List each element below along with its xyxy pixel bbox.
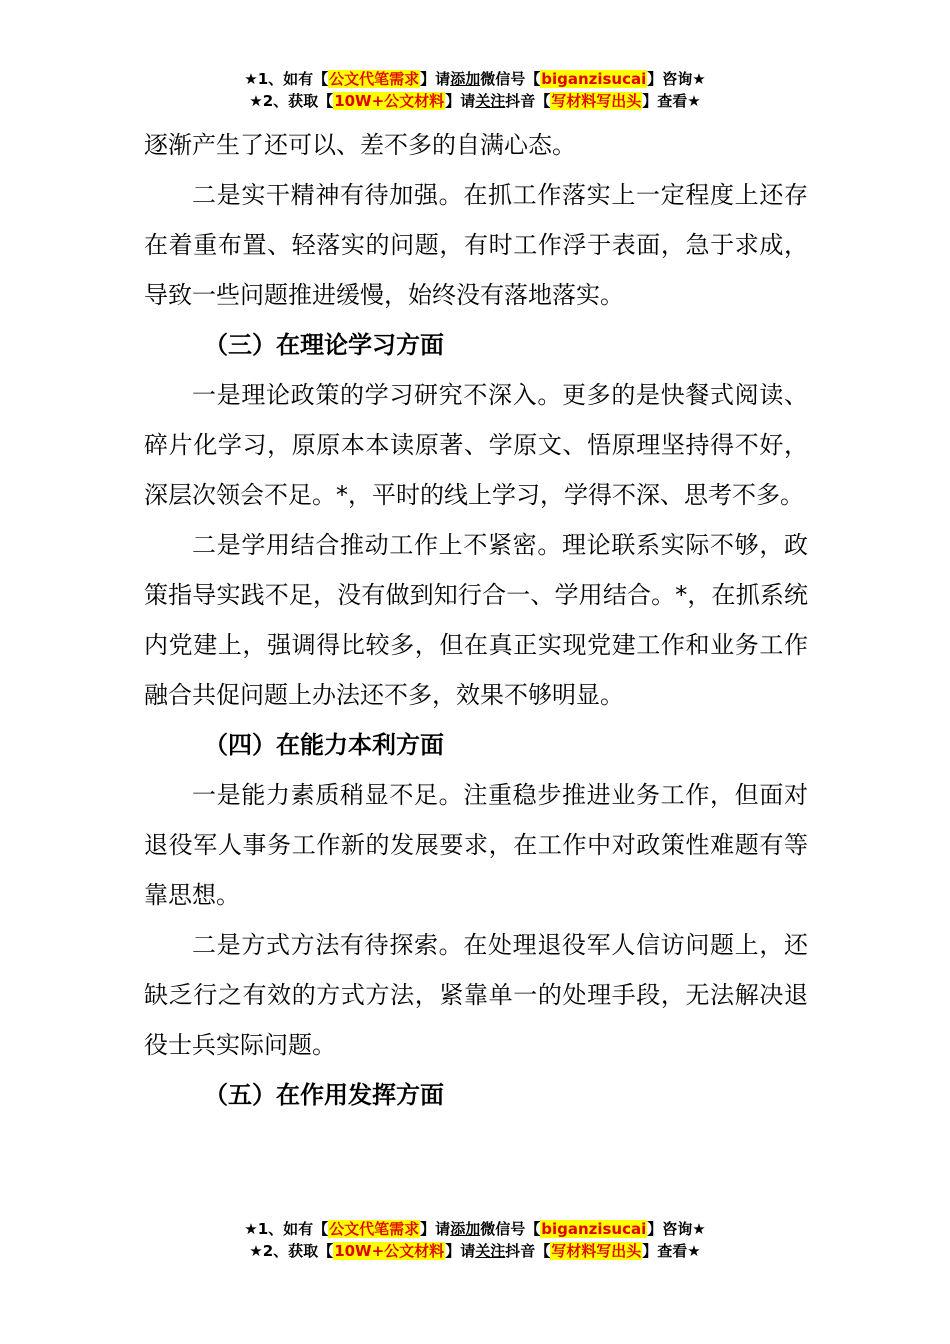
banner-text: 】咨询★ [647,70,706,88]
banner-text: 微信号【 [480,70,541,88]
paragraph: 一是理论政策的学习研究不深入。更多的是快餐式阅读、碎片化学习，原原本本读原著、学原文、悟原理坚持得不好，深层次领会不足。*，平时的线上学习，学得不深、思考不多。 [144,381,808,509]
paragraph-continued: 逐渐产生了还可以、差不多的自满心态。 [144,131,576,159]
highlight-douyin-id: 写材料写出头 [551,92,642,110]
header-banner [0,68,950,112]
highlight-wechat-id: biganzisucai [541,1220,647,1238]
banner-text: ★2、获取【 [249,92,334,110]
document-body [144,120,808,1120]
banner-text: 】咨询★ [647,1220,706,1238]
banner-text: 】查看★ [642,92,701,110]
banner-line-1 [0,68,950,90]
highlight-text: 公文代笔需求 [329,70,420,88]
section-heading: （三）在理论学习方面 [204,331,444,359]
paragraph: 二是学用结合推动工作上不紧密。理论联系实际不够，政策指导实践不足，没有做到知行合一、学用结合。*，在抓系统内党建上，强调得比较多，但在真正实现党建工作和业务工作融合共促问题上办法还不多，效果不够明显。 [144,531,808,709]
highlight-text: 公文代笔需求 [329,1220,420,1238]
banner-text: 】请 [445,92,476,110]
banner-text: 微信号【 [480,1220,541,1238]
footer-banner [0,1218,950,1262]
banner-text: 】请 [445,1242,476,1260]
highlight-text: 10W+公文材料 [334,92,445,110]
banner-text: ★1、如有【 [244,1220,329,1238]
banner-text: 】请 [420,1220,451,1238]
banner-text: 抖音【 [505,1242,551,1260]
underlined-text: 关注 [475,1242,506,1260]
underlined-text: 关注 [475,92,506,110]
banner-text: 】查看★ [642,1242,701,1260]
banner-line-1 [0,1218,950,1240]
paragraph: 二是实干精神有待加强。在抓工作落实上一定程度上还存在着重布置、轻落实的问题，有时工作浮于表面，急于求成，导致一些问题推进缓慢，始终没有落地落实。 [144,181,808,309]
banner-line-2 [0,90,950,112]
section-heading: （五）在作用发挥方面 [204,1081,444,1109]
underlined-text: 添加 [450,1220,481,1238]
banner-text: ★2、获取【 [249,1242,334,1260]
banner-text: ★1、如有【 [244,70,329,88]
paragraph: 一是能力素质稍显不足。注重稳步推进业务工作，但面对退役军人事务工作新的发展要求，在工作中对政策性难题有等靠思想。 [144,781,808,909]
paragraph: 二是方式方法有待探索。在处理退役军人信访问题上，还缺乏行之有效的方式方法，紧靠单一的处理手段，无法解决退役士兵实际问题。 [144,931,808,1059]
section-heading: （四）在能力本利方面 [204,731,444,759]
highlight-text: 10W+公文材料 [334,1242,445,1260]
highlight-douyin-id: 写材料写出头 [551,1242,642,1260]
underlined-text: 添加 [450,70,481,88]
banner-line-2 [0,1240,950,1262]
banner-text: 】请 [420,70,451,88]
highlight-wechat-id: biganzisucai [541,70,647,88]
banner-text: 抖音【 [505,92,551,110]
